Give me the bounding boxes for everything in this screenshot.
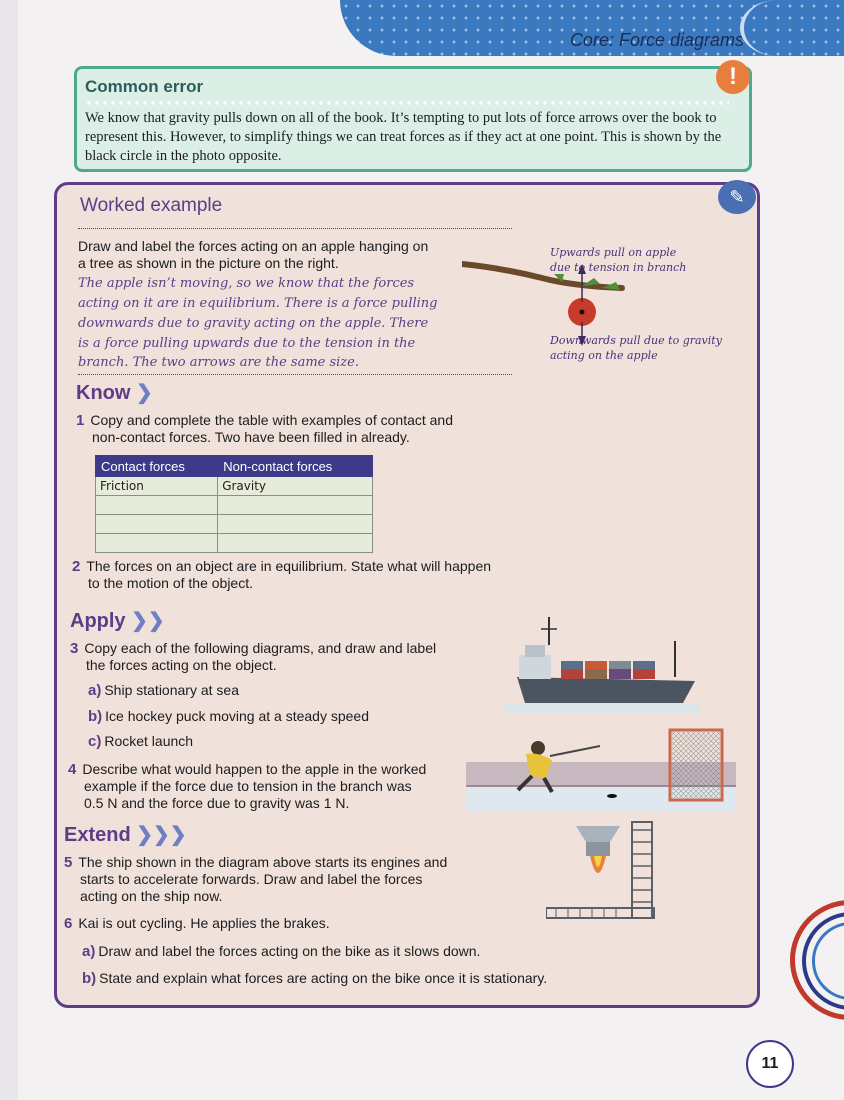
ship-illustration — [505, 615, 700, 715]
worked-question-line1: Draw and label the forces acting on an apple hanging on — [78, 238, 429, 254]
question-3-line1: Copy each of the following diagrams, and draw and label — [84, 640, 437, 656]
table-cell: Gravity — [218, 477, 373, 496]
worked-question-line2: a tree as shown in the picture on the right. — [78, 255, 339, 271]
question-4-line3: 0.5 N and the force due to gravity was 1 N. — [84, 795, 350, 811]
question-3b-text: Ice hockey puck moving at a steady speed — [105, 708, 369, 724]
table-cell — [218, 515, 373, 534]
question-3a — [88, 682, 239, 699]
double-chevron-right-icon: ❯❯ — [131, 610, 165, 632]
question-6a-text: Draw and label the forces acting on the bike as it slows down. — [98, 943, 481, 959]
question-4-number: 4 — [68, 761, 77, 778]
question-3b — [88, 708, 369, 725]
table-row — [96, 515, 373, 534]
question-6 — [64, 915, 464, 932]
table-cell — [96, 515, 218, 534]
chevron-right-icon: ❯ — [136, 382, 153, 404]
question-3c-text: Rocket launch — [104, 733, 194, 749]
question-6-number: 6 — [64, 915, 73, 932]
question-3b-letter: b) — [88, 708, 103, 725]
banner-arc-decoration — [740, 0, 814, 56]
table-cell — [96, 496, 218, 515]
table-cell — [218, 496, 373, 515]
question-3-number: 3 — [70, 640, 79, 657]
question-6b — [82, 970, 547, 987]
question-3-line2: the forces acting on the object. — [86, 657, 277, 673]
downward-force-label-line1: Downwards pull due to gravity — [550, 334, 722, 347]
warning-icon: ! — [716, 60, 750, 94]
question-5-line2: starts to accelerate forwards. Draw and label the forces — [80, 871, 423, 887]
question-1 — [76, 412, 496, 446]
worked-answer-line1: The apple isn’t moving, so we know that the forces — [78, 276, 415, 291]
common-error-box — [74, 66, 752, 172]
dotted-divider — [85, 101, 729, 105]
worked-answer-line5: branch. The two arrows are the same size. — [78, 355, 359, 370]
question-3c — [88, 733, 193, 750]
common-error-heading: Common error — [85, 77, 204, 96]
worked-answer-line2: acting on it are in equilibrium. There is a force pulling — [78, 296, 438, 311]
question-5-number: 5 — [64, 854, 73, 871]
question-2-line1: The forces on an object are in equilibrium. State what will happen — [86, 558, 492, 574]
question-4-line1: Describe what would happen to the apple in the worked — [82, 761, 427, 777]
table-cell: Friction — [96, 477, 218, 496]
question-3c-letter: c) — [88, 733, 102, 750]
worked-answer-line3: downwards due to gravity acting on the apple. There — [78, 316, 429, 331]
forces-table — [95, 455, 373, 553]
question-1-line2: non-contact forces. Two have been filled in already. — [92, 429, 410, 445]
table-row — [96, 477, 373, 496]
question-6a — [82, 943, 480, 960]
page-number: 11 — [746, 1040, 794, 1088]
extend-heading — [64, 822, 187, 847]
upward-force-label-line1: Upwards pull on apple — [550, 246, 677, 259]
worked-example-bottom-divider — [78, 374, 512, 375]
apply-heading-text: Apply — [70, 610, 126, 632]
question-5 — [64, 854, 464, 905]
table-header-contact: Contact forces — [96, 456, 218, 477]
know-heading — [76, 380, 153, 405]
know-heading-text: Know — [76, 382, 131, 404]
question-1-number: 1 — [76, 412, 85, 429]
downward-force-label-line2: acting on the apple — [550, 349, 658, 362]
question-1-line1: Copy and complete the table with examples of contact and — [90, 412, 454, 428]
header-banner — [340, 0, 844, 56]
worked-example-divider — [78, 228, 512, 229]
question-5-line1: The ship shown in the diagram above starts its engines and — [78, 854, 448, 870]
table-row — [96, 534, 373, 553]
common-error-text: We know that gravity pulls down on all of the book. It’s tempting to put lots of force arrows over the book to represent this. However, to simplify things we can treat forces as if they act at one point. This is shown by the black circle in the photo opposite. — [85, 110, 722, 164]
question-3a-text: Ship stationary at sea — [104, 682, 239, 698]
table-cell — [218, 534, 373, 553]
question-2-line2: to the motion of the object. — [88, 575, 253, 591]
question-3 — [70, 640, 470, 674]
question-5-line3: acting on the ship now. — [80, 888, 223, 904]
upward-force-label-line2: due to tension in branch — [550, 261, 687, 274]
triple-chevron-right-icon: ❯❯❯ — [136, 824, 187, 846]
question-3a-letter: a) — [88, 682, 102, 699]
extend-heading-text: Extend — [64, 824, 131, 846]
apply-heading — [70, 608, 165, 633]
table-cell — [96, 534, 218, 553]
question-4-line2: example if the force due to tension in the branch was — [84, 778, 412, 794]
question-4 — [68, 761, 468, 812]
worked-example-heading: Worked example — [80, 195, 223, 216]
ice-hockey-illustration — [466, 726, 736, 812]
table-header-non-contact: Non-contact forces — [218, 456, 373, 477]
page-header-title: Core: Force diagrams — [569, 30, 744, 50]
question-6b-text: State and explain what forces are acting on the bike once it is stationary. — [99, 970, 548, 986]
question-6-line1: Kai is out cycling. He applies the brakes. — [78, 915, 330, 931]
question-6a-letter: a) — [82, 943, 96, 960]
pencil-icon: ✎ — [718, 180, 756, 214]
question-2-number: 2 — [72, 558, 81, 575]
rocket-launch-illustration — [546, 820, 656, 924]
worked-answer-line4: is a force pulling upwards due to the tension in the — [78, 336, 416, 351]
question-2 — [72, 558, 532, 592]
table-row — [96, 496, 373, 515]
question-6b-letter: b) — [82, 970, 97, 987]
